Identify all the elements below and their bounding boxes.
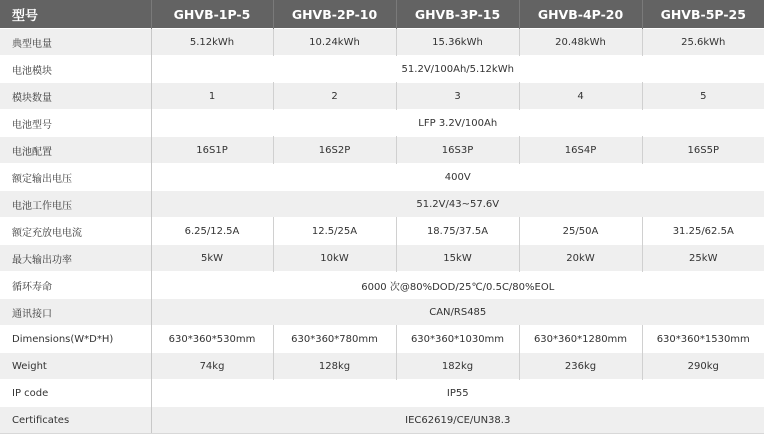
row-label: 模块数量 [0, 83, 151, 110]
spec-cell: 630*360*1280mm [519, 326, 642, 353]
spec-cell: 16S2P [273, 137, 396, 164]
spec-cell: 74kg [151, 353, 273, 380]
spec-cell: 290kg [642, 353, 764, 380]
model-header-2: GHVB-2P-10 [273, 0, 396, 29]
table-row [0, 326, 764, 353]
spec-cell: 10kW [273, 245, 396, 272]
table-row [0, 272, 764, 299]
model-header-5: GHVB-5P-25 [642, 0, 764, 29]
spec-cell-merged: CAN/RS485 [151, 299, 764, 326]
row-label: Dimensions(W*D*H) [0, 326, 151, 353]
spec-cell: 182kg [396, 353, 519, 380]
spec-cell: 236kg [519, 353, 642, 380]
spec-cell: 5.12kWh [151, 29, 273, 56]
row-label: 典型电量 [0, 29, 151, 56]
table-row [0, 83, 764, 110]
spec-cell: 5kW [151, 245, 273, 272]
row-label: 额定充放电电流 [0, 218, 151, 245]
table-row [0, 380, 764, 407]
spec-cell: 128kg [273, 353, 396, 380]
row-label: Certificates [0, 407, 151, 434]
model-header-3: GHVB-3P-15 [396, 0, 519, 29]
spec-cell: 25/50A [519, 218, 642, 245]
model-header-4: GHVB-4P-20 [519, 0, 642, 29]
row-label: 额定输出电压 [0, 164, 151, 191]
spec-cell: 16S4P [519, 137, 642, 164]
spec-cell-merged: IEC62619/CE/UN38.3 [151, 407, 764, 434]
spec-cell: 15.36kWh [396, 29, 519, 56]
row-label: 电池模块 [0, 56, 151, 83]
row-label: 通讯接口 [0, 299, 151, 326]
table-row [0, 110, 764, 137]
spec-cell-merged: 51.2V/43~57.6V [151, 191, 764, 218]
spec-cell: 6.25/12.5A [151, 218, 273, 245]
table-row [0, 299, 764, 326]
row-label: 循环寿命 [0, 272, 151, 299]
spec-cell: 15kW [396, 245, 519, 272]
spec-cell: 630*360*1530mm [642, 326, 764, 353]
model-header-1: GHVB-1P-5 [151, 0, 273, 29]
spec-cell: 2 [273, 83, 396, 110]
row-label: 电池工作电压 [0, 191, 151, 218]
spec-cell-merged: LFP 3.2V/100Ah [151, 110, 764, 137]
row-label: 电池型号 [0, 110, 151, 137]
spec-cell-merged: 51.2V/100Ah/5.12kWh [151, 56, 764, 83]
table-row [0, 56, 764, 83]
table-row [0, 29, 764, 56]
table-row [0, 218, 764, 245]
table-row [0, 407, 764, 434]
spec-cell-merged: IP55 [151, 380, 764, 407]
table-row [0, 137, 764, 164]
spec-cell: 25kW [642, 245, 764, 272]
spec-cell-merged: 400V [151, 164, 764, 191]
spec-cell: 1 [151, 83, 273, 110]
spec-cell: 630*360*1030mm [396, 326, 519, 353]
spec-cell: 20kW [519, 245, 642, 272]
table-row [0, 164, 764, 191]
row-label: IP code [0, 380, 151, 407]
table-row [0, 353, 764, 380]
header-row [0, 0, 764, 29]
spec-cell: 4 [519, 83, 642, 110]
row-label: 最大输出功率 [0, 245, 151, 272]
spec-cell: 25.6kWh [642, 29, 764, 56]
spec-cell: 31.25/62.5A [642, 218, 764, 245]
table-row [0, 191, 764, 218]
spec-cell: 630*360*530mm [151, 326, 273, 353]
spec-cell: 16S3P [396, 137, 519, 164]
spec-cell: 20.48kWh [519, 29, 642, 56]
spec-cell: 10.24kWh [273, 29, 396, 56]
spec-cell: 3 [396, 83, 519, 110]
spec-cell: 16S1P [151, 137, 273, 164]
spec-cell-merged: 6000 次@80%DOD/25℃/0.5C/80%EOL [151, 272, 764, 299]
spec-cell: 12.5/25A [273, 218, 396, 245]
spec-cell: 18.75/37.5A [396, 218, 519, 245]
model-column-header: 型号 [0, 0, 151, 29]
spec-cell: 16S5P [642, 137, 764, 164]
spec-cell: 630*360*780mm [273, 326, 396, 353]
row-label: Weight [0, 353, 151, 380]
row-label: 电池配置 [0, 137, 151, 164]
spec-cell: 5 [642, 83, 764, 110]
table-row [0, 245, 764, 272]
